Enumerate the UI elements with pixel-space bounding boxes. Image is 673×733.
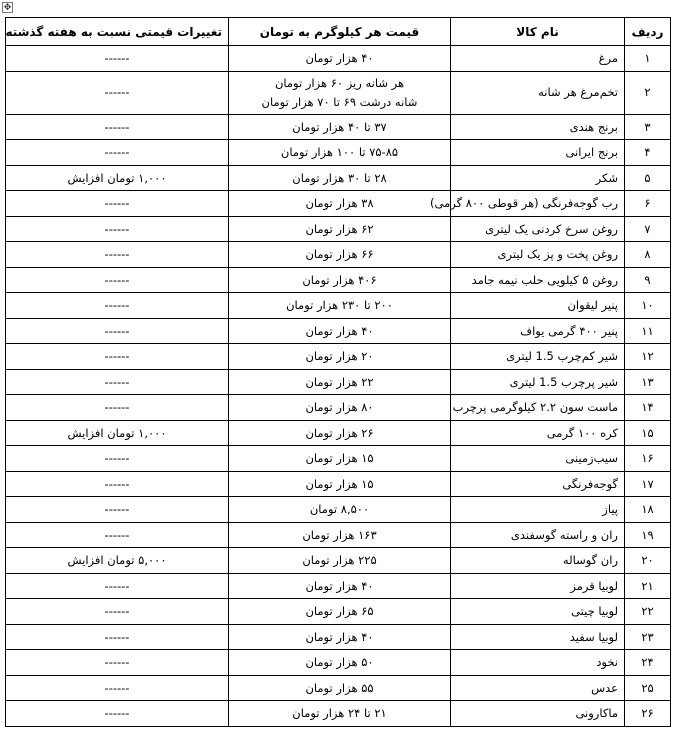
weekly-change: ------ bbox=[6, 140, 229, 166]
weekly-change: ------ bbox=[6, 216, 229, 242]
item-price: ۶۲ هزار تومان bbox=[229, 216, 451, 242]
item-price: ۸,۵۰۰ تومان bbox=[229, 497, 451, 523]
header-row-number: ردیف bbox=[625, 18, 671, 46]
item-name: شیر پرچرب 1.5 لیتری bbox=[451, 369, 625, 395]
table-row bbox=[6, 344, 671, 370]
weekly-change: ------ bbox=[6, 114, 229, 140]
item-name: شکر bbox=[451, 165, 625, 191]
header-weekly-change: تغییرات قیمتی نسبت به هفته گذشته bbox=[6, 18, 229, 46]
item-name: سیب‌زمینی bbox=[451, 446, 625, 472]
item-name: لوبیا چیتی bbox=[451, 599, 625, 625]
weekly-change: ------ bbox=[6, 446, 229, 472]
weekly-change: ------ bbox=[6, 344, 229, 370]
weekly-change: ------ bbox=[6, 369, 229, 395]
item-name: پنیر ۴۰۰ گرمی یواف bbox=[451, 318, 625, 344]
weekly-change: ------ bbox=[6, 71, 229, 114]
table-row bbox=[6, 216, 671, 242]
item-price: ۶۶ هزار تومان bbox=[229, 242, 451, 268]
item-name: نخود bbox=[451, 650, 625, 676]
item-price: ۳۷ تا ۴۰ هزار تومان bbox=[229, 114, 451, 140]
price-table bbox=[5, 17, 671, 727]
item-price: ۴۰ هزار تومان bbox=[229, 46, 451, 72]
item-name: پنیر لیقوان bbox=[451, 293, 625, 319]
item-price: ۶۵ هزار تومان bbox=[229, 599, 451, 625]
table-row bbox=[6, 395, 671, 421]
item-name: گوجه‌فرنگی bbox=[451, 471, 625, 497]
table-row bbox=[6, 497, 671, 523]
weekly-change: ------ bbox=[6, 497, 229, 523]
item-name: کره ۱۰۰ گرمی bbox=[451, 420, 625, 446]
table-row bbox=[6, 46, 671, 72]
weekly-change: ------ bbox=[6, 191, 229, 217]
item-name: روغن پخت و پز یک لیتری bbox=[451, 242, 625, 268]
item-name: شیر کم‌چرب 1.5 لیتری bbox=[451, 344, 625, 370]
item-name: پیاز bbox=[451, 497, 625, 523]
table-row bbox=[6, 165, 671, 191]
item-price: ۲۲ هزار تومان bbox=[229, 369, 451, 395]
item-price: ۱۵ هزار تومان bbox=[229, 471, 451, 497]
table-row bbox=[6, 573, 671, 599]
item-price: ۲۶ هزار تومان bbox=[229, 420, 451, 446]
table-row bbox=[6, 71, 671, 114]
row-number: ۱۶ bbox=[625, 446, 671, 472]
item-price: ۲۰۰ تا ۲۳۰ هزار تومان bbox=[229, 293, 451, 319]
weekly-change: ------ bbox=[6, 624, 229, 650]
item-name: ماکارونی bbox=[451, 701, 625, 727]
item-price: ۲۰ هزار تومان bbox=[229, 344, 451, 370]
item-price: ۲۸ تا ۳۰ هزار تومان bbox=[229, 165, 451, 191]
table-move-handle[interactable]: ✥ bbox=[3, 3, 12, 13]
table-header bbox=[6, 18, 671, 46]
item-price: ۵۰ هزار تومان bbox=[229, 650, 451, 676]
row-number: ۲۳ bbox=[625, 624, 671, 650]
item-name: لوبیا سفید bbox=[451, 624, 625, 650]
row-number: ۲۵ bbox=[625, 675, 671, 701]
table-row bbox=[6, 650, 671, 676]
row-number: ۲۶ bbox=[625, 701, 671, 727]
row-number: ۱۰ bbox=[625, 293, 671, 319]
row-number: ۵ bbox=[625, 165, 671, 191]
item-price: ۲۲۵ هزار تومان bbox=[229, 548, 451, 574]
table-row bbox=[6, 624, 671, 650]
item-name: لوبیا قرمز bbox=[451, 573, 625, 599]
weekly-change: ------ bbox=[6, 46, 229, 72]
row-number: ۲۲ bbox=[625, 599, 671, 625]
item-price: ۳۸ هزار تومان bbox=[229, 191, 451, 217]
row-number: ۳ bbox=[625, 114, 671, 140]
row-number: ۱۷ bbox=[625, 471, 671, 497]
item-price: ۱۵ هزار تومان bbox=[229, 446, 451, 472]
item-price: ۴۰۶ هزار تومان bbox=[229, 267, 451, 293]
row-number: ۷ bbox=[625, 216, 671, 242]
weekly-change: ------ bbox=[6, 573, 229, 599]
table-row bbox=[6, 599, 671, 625]
weekly-change: ------ bbox=[6, 267, 229, 293]
item-price: ۱۶۳ هزار تومان bbox=[229, 522, 451, 548]
weekly-change: ۱,۰۰۰ تومان افزایش bbox=[6, 420, 229, 446]
row-number: ۴ bbox=[625, 140, 671, 166]
weekly-change: ------ bbox=[6, 701, 229, 727]
item-name: ران گوساله bbox=[451, 548, 625, 574]
row-number: ۹ bbox=[625, 267, 671, 293]
row-number: ۱ bbox=[625, 46, 671, 72]
row-number: ۱۲ bbox=[625, 344, 671, 370]
item-price: ۴۰ هزار تومان bbox=[229, 573, 451, 599]
weekly-change: ------ bbox=[6, 293, 229, 319]
table-row bbox=[6, 191, 671, 217]
table-row bbox=[6, 675, 671, 701]
table-row bbox=[6, 318, 671, 344]
table-body bbox=[6, 46, 671, 727]
item-name: تخم‌مرغ هر شانه bbox=[451, 71, 625, 114]
item-name: برنج هندی bbox=[451, 114, 625, 140]
item-name: ماست سون ۲.۲ کیلوگرمی پرچرب bbox=[451, 395, 625, 421]
item-name: ران و راسته گوسفندی bbox=[451, 522, 625, 548]
item-price: ۷۵-۸۵ تا ۱۰۰ هزار تومان bbox=[229, 140, 451, 166]
weekly-change: ------ bbox=[6, 675, 229, 701]
item-name: رب گوجه‌فرنگی (هر قوطی ۸۰۰ گرمی) bbox=[451, 191, 625, 217]
row-number: ۲۱ bbox=[625, 573, 671, 599]
weekly-change: ------ bbox=[6, 650, 229, 676]
table-row bbox=[6, 140, 671, 166]
weekly-change: ۱,۰۰۰ تومان افزایش bbox=[6, 165, 229, 191]
weekly-change: ------ bbox=[6, 318, 229, 344]
weekly-change: ------ bbox=[6, 395, 229, 421]
row-number: ۱۸ bbox=[625, 497, 671, 523]
item-price: ۸۰ هزار تومان bbox=[229, 395, 451, 421]
row-number: ۶ bbox=[625, 191, 671, 217]
row-number: ۲۰ bbox=[625, 548, 671, 574]
table-row bbox=[6, 267, 671, 293]
item-name: روغن سرخ کردنی یک لیتری bbox=[451, 216, 625, 242]
item-name: مرغ bbox=[451, 46, 625, 72]
weekly-change: ------ bbox=[6, 599, 229, 625]
item-price: ۴۰ هزار تومان bbox=[229, 318, 451, 344]
item-price: هر شانه ریز ۶۰ هزار تومان شانه درشت ۶۹ تا ۷۰ هزار تومان bbox=[229, 71, 451, 114]
item-price: ۲۱ تا ۲۴ هزار تومان bbox=[229, 701, 451, 727]
item-name: برنج ایرانی bbox=[451, 140, 625, 166]
table-row bbox=[6, 114, 671, 140]
weekly-change: ------ bbox=[6, 471, 229, 497]
table-row bbox=[6, 420, 671, 446]
row-number: ۱۹ bbox=[625, 522, 671, 548]
table-row bbox=[6, 701, 671, 727]
table-row bbox=[6, 471, 671, 497]
row-number: ۱۴ bbox=[625, 395, 671, 421]
header-row bbox=[6, 18, 671, 46]
row-number: ۱۳ bbox=[625, 369, 671, 395]
row-number: ۱۵ bbox=[625, 420, 671, 446]
item-price: ۴۰ هزار تومان bbox=[229, 624, 451, 650]
row-number: ۸ bbox=[625, 242, 671, 268]
table-row bbox=[6, 446, 671, 472]
weekly-change: ------ bbox=[6, 242, 229, 268]
weekly-change: ۵,۰۰۰ تومان افزایش bbox=[6, 548, 229, 574]
table-row bbox=[6, 242, 671, 268]
header-price: قیمت هر کیلوگرم به تومان bbox=[229, 18, 451, 46]
header-item-name: نام کالا bbox=[451, 18, 625, 46]
item-name: عدس bbox=[451, 675, 625, 701]
table-row bbox=[6, 369, 671, 395]
item-name: روغن ۵ کیلویی حلب نیمه جامد bbox=[451, 267, 625, 293]
table-row bbox=[6, 293, 671, 319]
row-number: ۱۱ bbox=[625, 318, 671, 344]
table-row bbox=[6, 548, 671, 574]
weekly-change: ------ bbox=[6, 522, 229, 548]
table-row bbox=[6, 522, 671, 548]
row-number: ۲ bbox=[625, 71, 671, 114]
item-price: ۵۵ هزار تومان bbox=[229, 675, 451, 701]
row-number: ۲۴ bbox=[625, 650, 671, 676]
